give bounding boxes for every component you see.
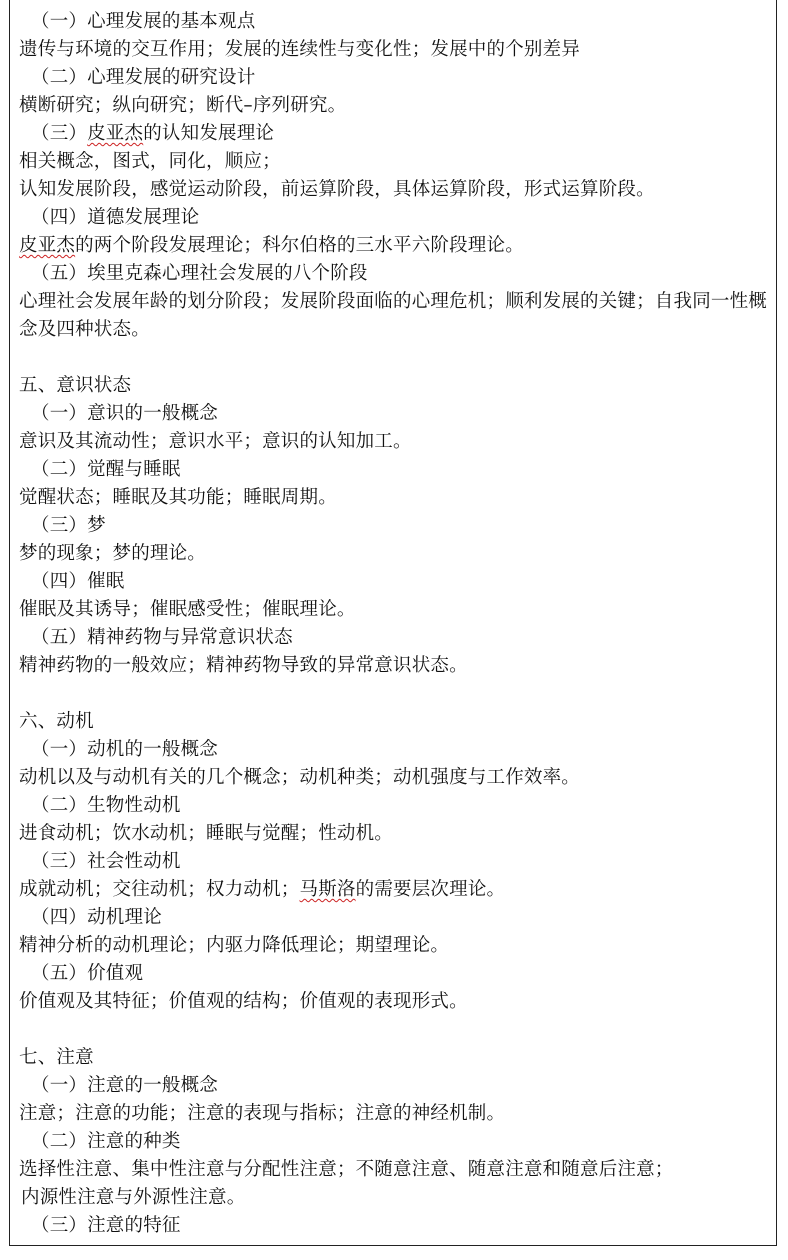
body-suffix: 的两个阶段发展理论；科尔伯格的三水平六阶段理论。 (75, 235, 524, 256)
item-title: （四）动机理论 (31, 907, 162, 928)
spellcheck-marked-text: 皮亚杰 (87, 123, 144, 144)
item-title: （二）心理发展的研究设计 (31, 67, 256, 88)
item-title: （二）注意的种类 (31, 1131, 181, 1152)
section-heading: 七、注意 (19, 1047, 94, 1068)
spellcheck-marked-text: 马斯洛 (299, 879, 356, 900)
item-title (19, 120, 771, 148)
body-prefix: 成就动机；交往动机；权力动机； (19, 879, 300, 900)
section-heading: 五、意识状态 (19, 375, 132, 396)
item-body: 横断研究；纵向研究；断代–序列研究。 (19, 95, 347, 116)
item-body: 认知发展阶段，感觉运动阶段，前运算阶段，具体运算阶段，形式运算阶段。 (19, 179, 655, 200)
item-body: 相关概念，图式，同化，顺应； (19, 151, 281, 172)
item-body: 价值观及其特征；价值观的结构；价值观的表现形式。 (19, 991, 468, 1012)
item-title: （三）梦 (31, 515, 106, 536)
item-body (19, 876, 771, 904)
item-body: 动机以及与动机有关的几个概念；动机种类；动机强度与工作效率。 (19, 767, 581, 788)
spacer (19, 1016, 771, 1044)
item-body: 精神分析的动机理论；内驱力降低理论；期望理论。 (19, 935, 450, 956)
item-body: 意识及其流动性；意识水平；意识的认知加工。 (19, 431, 412, 452)
item-body: 催眠及其诱导；催眠感受性；催眠理论。 (19, 599, 356, 620)
item-title: （四）道德发展理论 (31, 207, 200, 228)
title-suffix: 的认知发展理论 (143, 123, 275, 144)
item-body: 注意；注意的功能；注意的表现与指标；注意的神经机制。 (19, 1103, 506, 1124)
spacer (19, 680, 771, 708)
item-body: 内源性注意与外源性注意。 (21, 1187, 246, 1208)
item-title: （四）催眠 (31, 571, 125, 592)
item-title: （五）价值观 (31, 963, 144, 984)
item-body: 遗传与环境的交互作用；发展的连续性与变化性；发展中的个别差异 (19, 39, 581, 60)
item-title: （三）注意的特征 (31, 1215, 181, 1236)
item-title: （一）动机的一般概念 (31, 739, 219, 760)
item-title: （二）生物性动机 (31, 795, 181, 816)
section-heading: 六、动机 (19, 711, 94, 732)
item-body: 觉醒状态；睡眠及其功能；睡眠周期。 (19, 487, 337, 508)
document-content (19, 8, 771, 1240)
spacer (19, 344, 771, 372)
item-body: 精神药物的一般效应；精神药物导致的异常意识状态。 (19, 655, 468, 676)
item-title: （一）心理发展的基本观点 (31, 11, 256, 32)
item-body: 进食动机；饮水动机；睡眠与觉醒；性动机。 (19, 823, 394, 844)
item-title: （五）精神药物与异常意识状态 (31, 627, 293, 648)
item-body: 选择性注意、集中性注意与分配性注意；不随意注意、随意注意和随意后注意； (19, 1159, 674, 1180)
item-body (19, 232, 771, 260)
item-title: （五）埃里克森心理社会发展的八个阶段 (31, 263, 368, 284)
item-title: （二）觉醒与睡眠 (31, 459, 181, 480)
item-body: 心理社会发展年龄的划分阶段；发展阶段面临的心理危机；顺利发展的关键；自我同一性概念及四种状态。 (19, 291, 768, 340)
item-body: 梦的现象；梦的理论。 (19, 543, 207, 564)
item-title: （一）注意的一般概念 (31, 1075, 219, 1096)
item-title: （一）意识的一般概念 (31, 403, 219, 424)
title-prefix: （三） (31, 123, 88, 144)
item-title: （三）社会性动机 (31, 851, 181, 872)
body-suffix: 的需要层次理论。 (355, 879, 506, 900)
spellcheck-marked-text: 皮亚杰 (19, 235, 76, 256)
